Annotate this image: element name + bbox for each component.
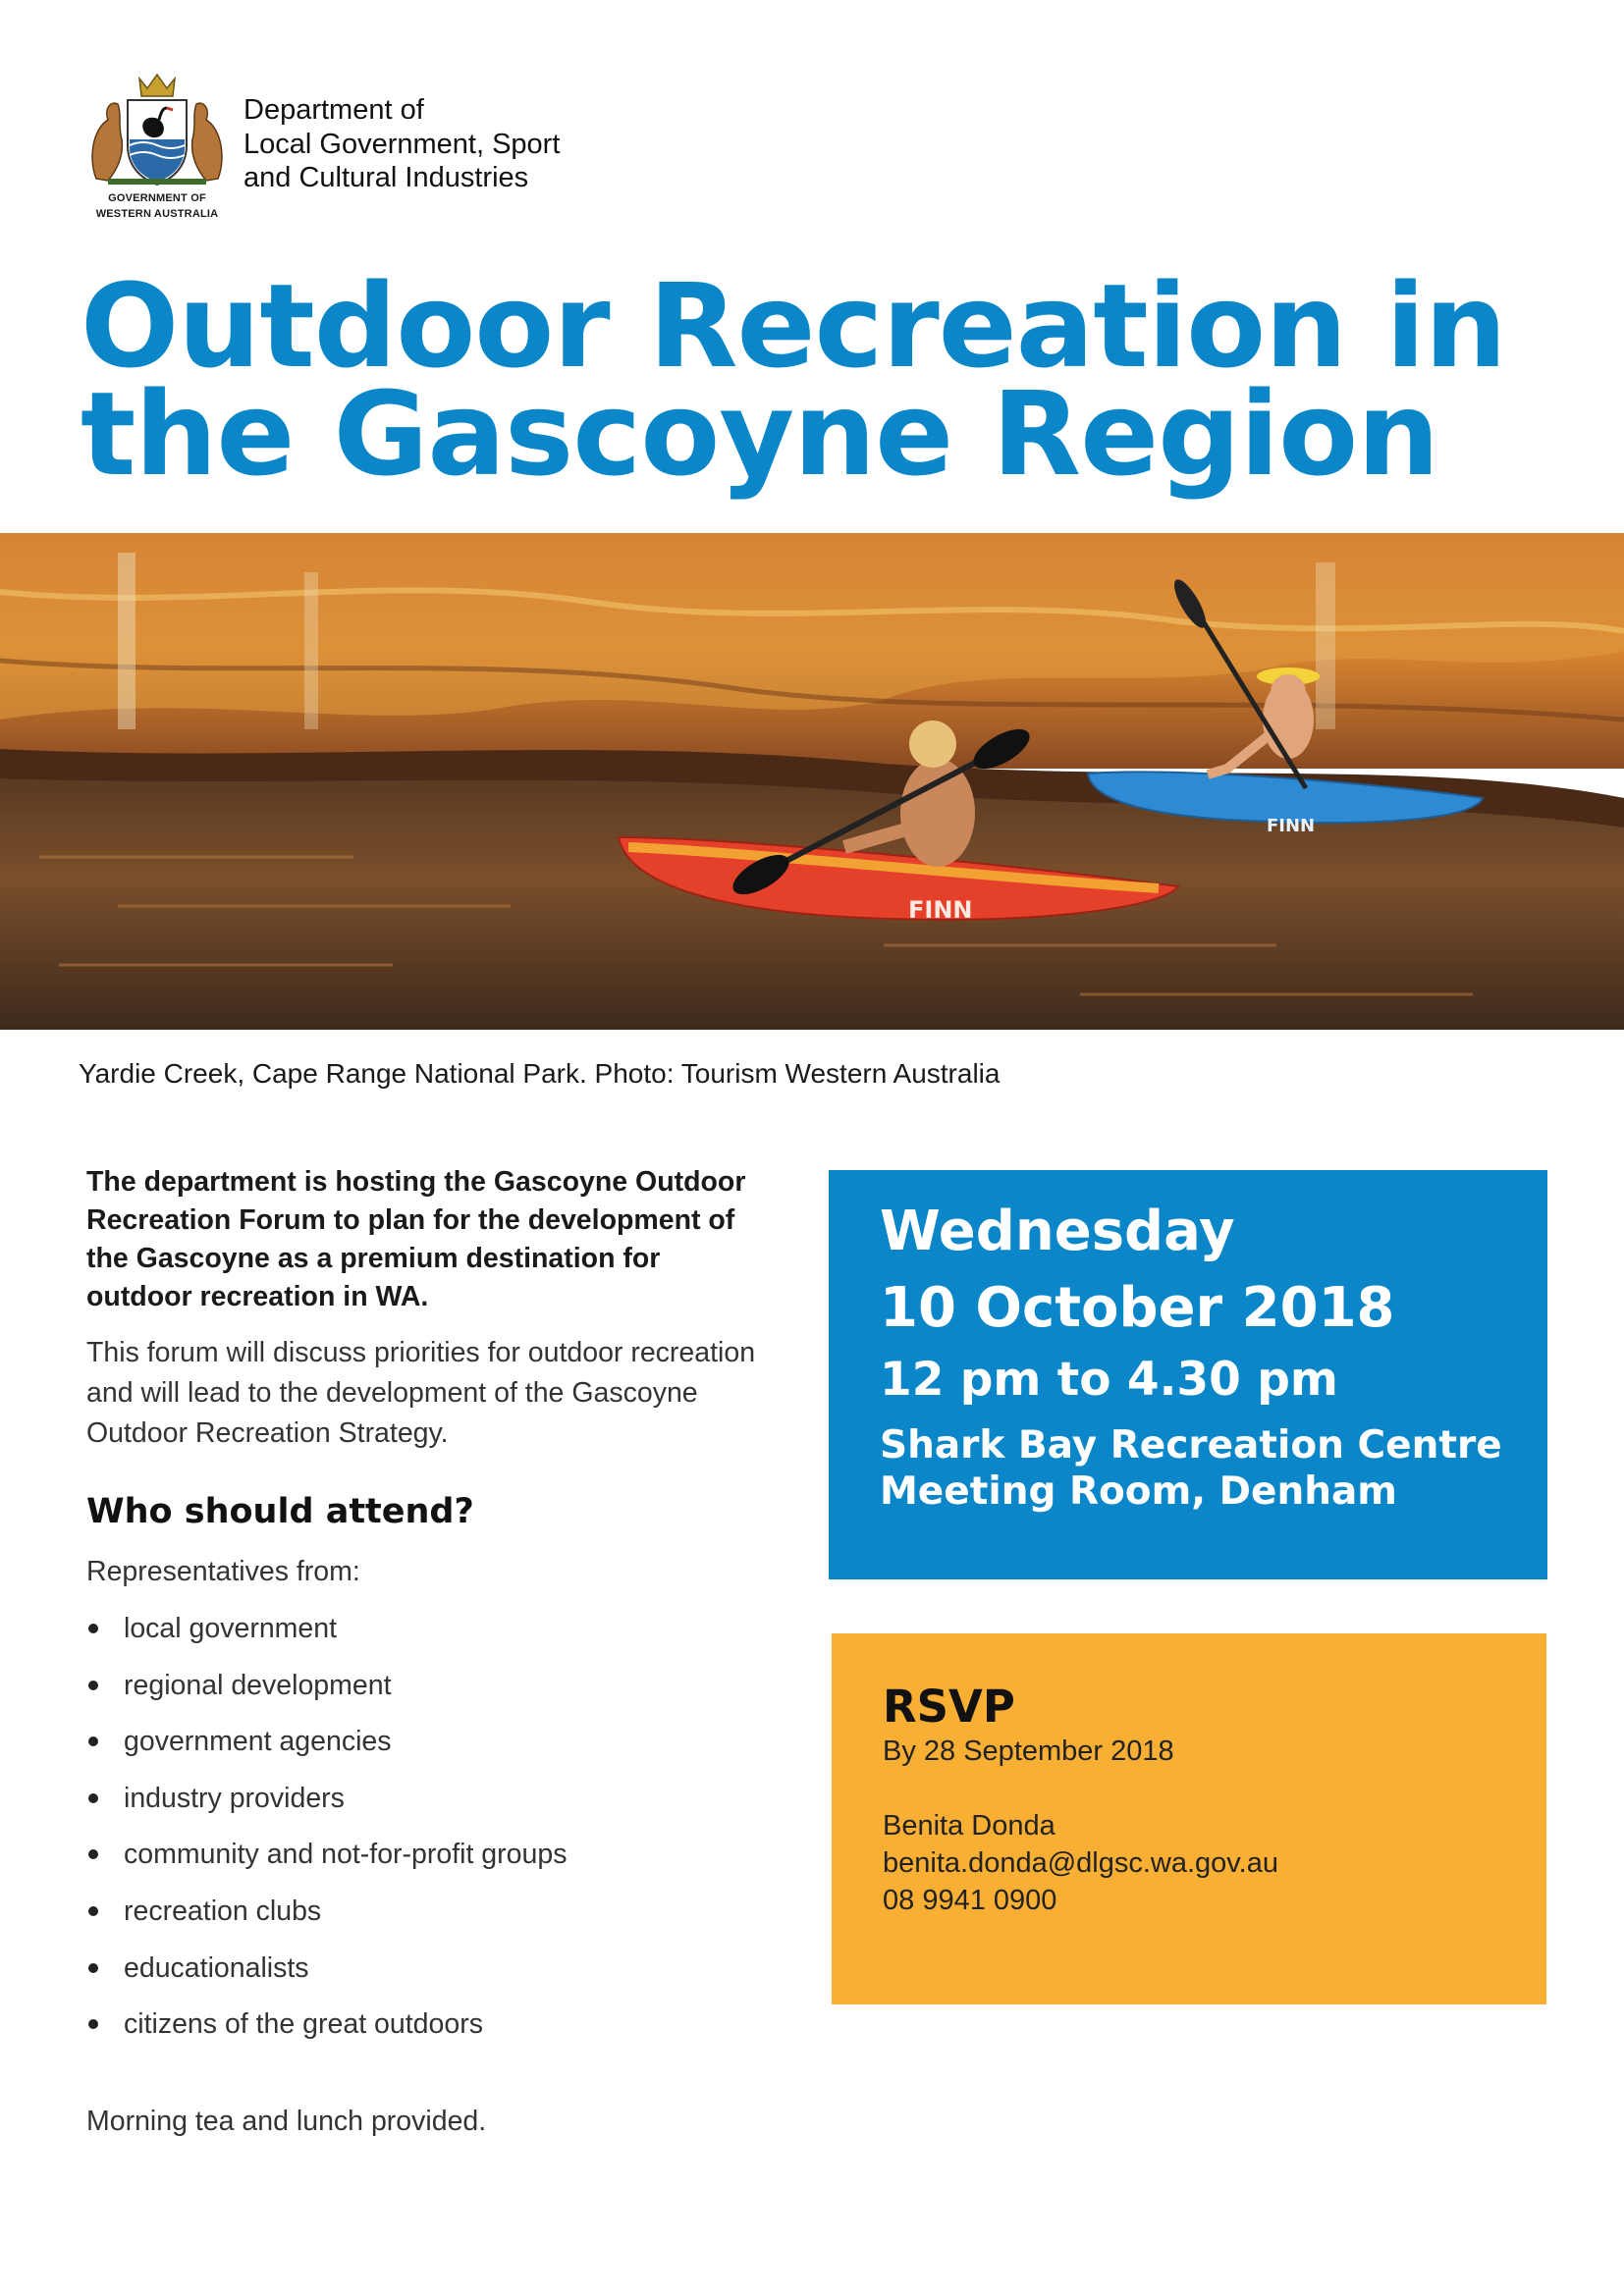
list-item — [86, 1611, 567, 1668]
list-item-text: recreation clubs — [124, 1895, 322, 1927]
bullet-icon — [88, 1963, 98, 1973]
representatives-intro: Representatives from: — [86, 1556, 360, 1587]
rsvp-contact-phone: 08 9941 0900 — [883, 1885, 1057, 1916]
catering-note: Morning tea and lunch provided. — [86, 2106, 487, 2137]
intro-paragraph: The department is hosting the Gascoyne Outdoor Recreation Forum to plan for the development of the Gascoyne as a premium destination for outdoor recreation in WA. — [86, 1166, 746, 1312]
kayak-label-orange: FINN — [908, 896, 973, 924]
rsvp-contact-name: Benita Donda — [883, 1810, 1056, 1842]
list-item — [86, 1894, 567, 1950]
kayak-label-blue: FINN — [1267, 816, 1316, 836]
list-item — [86, 1781, 567, 1838]
attendee-list — [86, 1611, 567, 2063]
bullet-icon — [88, 1624, 98, 1633]
event-time: 12 pm to 4.30 pm — [880, 1353, 1338, 1407]
list-item — [86, 2006, 567, 2063]
bullet-icon — [88, 2019, 98, 2029]
event-venue-line-1: Shark Bay Recreation Centre — [880, 1423, 1502, 1468]
list-item-text: industry providers — [124, 1782, 345, 1814]
bullet-icon — [88, 1849, 98, 1859]
list-item-text: local government — [124, 1613, 338, 1644]
government-of-label: GOVERNMENT OF — [108, 192, 206, 204]
list-item-text: citizens of the great outdoors — [124, 2008, 483, 2041]
list-item-text: government agencies — [124, 1726, 392, 1758]
event-date: 10 October 2018 — [880, 1276, 1395, 1340]
bullet-icon — [88, 1681, 98, 1690]
page-title-line-1: Outdoor Recreation in — [81, 258, 1506, 394]
rsvp-heading: RSVP — [883, 1681, 1015, 1733]
bullet-icon — [88, 1736, 98, 1746]
who-should-attend-heading: Who should attend? — [86, 1492, 474, 1531]
event-details-box — [829, 1170, 1547, 1579]
page-title-line-2: the Gascoyne Region — [81, 366, 1439, 502]
body-paragraph: This forum will discuss priorities for outdoor recreation and will lead to the development of the Gascoyne Outdoor Recreation Strategy. — [86, 1337, 756, 1449]
list-item-text: educationalists — [124, 1951, 309, 1984]
list-item-text: regional development — [124, 1669, 392, 1701]
department-name-line-3: and Cultural Industries — [244, 162, 529, 193]
department-name-line-1: Department of — [244, 94, 424, 126]
list-item — [86, 1724, 567, 1781]
rsvp-contact-email: benita.donda@dlgsc.wa.gov.au — [883, 1847, 1278, 1879]
western-australia-label: WESTERN AUSTRALIA — [95, 208, 219, 220]
photo-caption: Yardie Creek, Cape Range National Park. Photo: Tourism Western Australia — [79, 1058, 1001, 1089]
list-item — [86, 1950, 567, 2007]
bullet-icon — [88, 1793, 98, 1803]
department-name-line-2: Local Government, Sport — [244, 129, 561, 160]
bullet-icon — [88, 1906, 98, 1916]
rsvp-deadline: By 28 September 2018 — [883, 1735, 1174, 1767]
rsvp-box — [832, 1633, 1546, 2004]
hero-photo — [0, 533, 1624, 1030]
list-item — [86, 1837, 567, 1894]
event-venue-line-2: Meeting Room, Denham — [880, 1469, 1397, 1514]
list-item — [86, 1668, 567, 1725]
list-item-text: community and not-for-profit groups — [124, 1839, 568, 1871]
government-crest-logo — [79, 71, 236, 188]
event-day: Wednesday — [880, 1200, 1235, 1263]
